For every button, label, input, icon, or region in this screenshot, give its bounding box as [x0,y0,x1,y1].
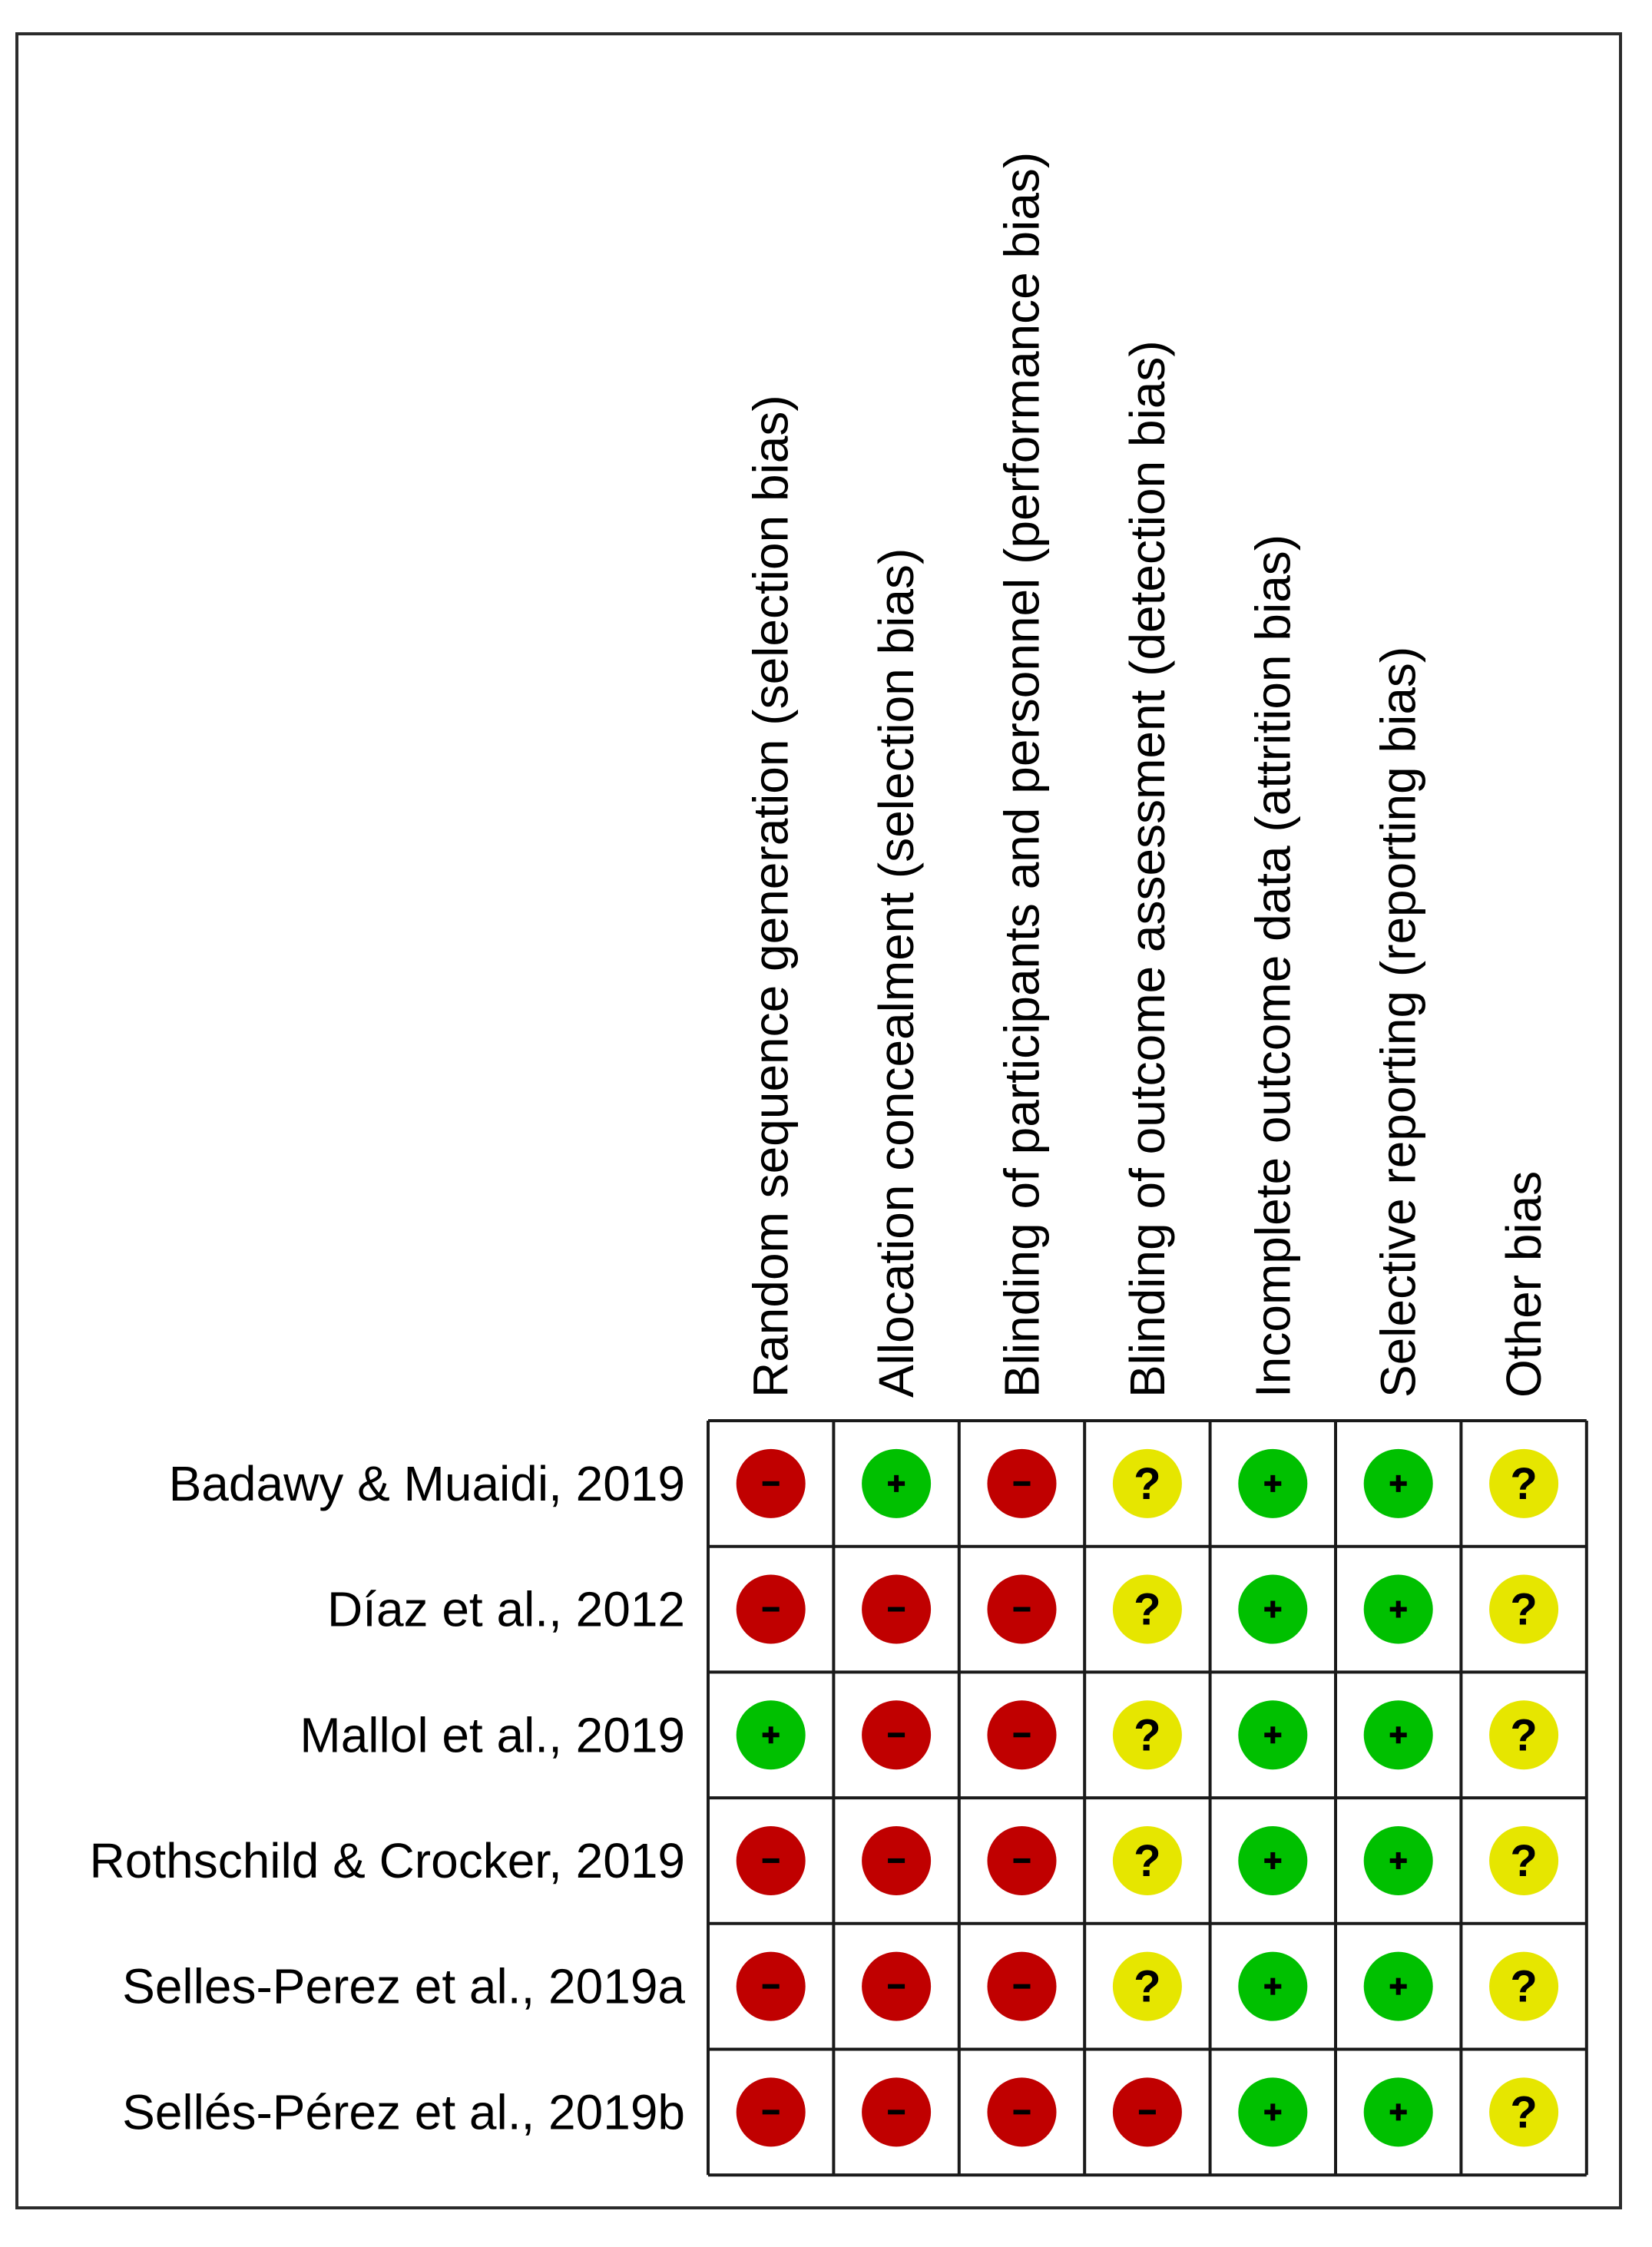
judgement-low [862,1449,931,1518]
judgement-high [988,1700,1057,1769]
judgement-unclear [1489,1826,1558,1895]
minus-symbol [1014,1732,1031,1737]
judgement-high [737,1952,806,2021]
minus-symbol [763,1984,780,1989]
question-symbol: ? [1510,1710,1538,1761]
judgement-unclear [1489,1700,1558,1769]
judgement-high [862,2077,931,2146]
domain-label: Other bias [1496,1170,1552,1398]
judgement-unclear [1113,1826,1182,1895]
judgement-low [737,1700,806,1769]
minus-symbol [763,1481,780,1486]
question-symbol: ? [1134,1584,1161,1635]
plus-symbol-v [769,1726,773,1743]
judgement-high [737,1449,806,1518]
judgement-high [737,1575,806,1644]
judgement-high [862,1700,931,1769]
plus-symbol-v [1270,1726,1275,1743]
judgement-high [737,1826,806,1895]
study-labels [90,1456,686,2140]
question-symbol: ? [1134,1458,1161,1509]
plus-symbol-v [1396,1475,1401,1492]
judgement-unclear [1489,1575,1558,1644]
question-symbol: ? [1134,1710,1161,1761]
judgement-low [1364,1449,1433,1518]
plus-symbol-v [1396,1601,1401,1618]
minus-symbol [1139,2110,1156,2114]
judgement-high [862,1826,931,1895]
domain-labels [743,152,1551,1398]
question-symbol: ? [1134,1961,1161,2012]
question-symbol: ? [1510,1584,1538,1635]
minus-symbol [1014,1984,1031,1989]
plus-symbol-v [1270,1601,1275,1618]
judgement-low [1364,1700,1433,1769]
judgement-high [988,1826,1057,1895]
judgement-low [1364,1826,1433,1895]
plus-symbol-v [1270,1475,1275,1492]
study-label: Selles-Perez et al., 2019a [122,1958,685,2014]
judgement-unclear [1113,1575,1182,1644]
judgement-low [1238,1826,1307,1895]
minus-symbol [888,1732,905,1737]
judgement-low [1364,2077,1433,2146]
judgement-high [988,1952,1057,2021]
judgement-low [1238,2077,1307,2146]
question-symbol: ? [1510,2087,1538,2138]
judgement-grid [708,1421,1587,2175]
study-label: Badawy & Muaidi, 2019 [168,1455,685,1511]
judgement-low [1238,1952,1307,2021]
study-label: Rothschild & Crocker, 2019 [89,1832,685,1888]
study-label: Díaz et al., 2012 [326,1581,685,1637]
domain-label: Selective reporting (reporting bias) [1370,646,1426,1398]
judgement-high [862,1952,931,2021]
judgement-high [988,2077,1057,2146]
question-symbol: ? [1510,1458,1538,1509]
minus-symbol [1014,2110,1031,2114]
judgement-low [1238,1700,1307,1769]
study-label: Mallol et al., 2019 [300,1707,685,1763]
judgement-low [1364,1952,1433,2021]
plus-symbol-v [1270,1978,1275,1995]
plus-symbol-v [1396,1978,1401,1995]
study-label: Sellés-Pérez et al., 2019b [122,2084,685,2140]
question-symbol: ? [1510,1835,1538,1886]
minus-symbol [1014,1607,1031,1612]
minus-symbol [763,1607,780,1612]
minus-symbol [888,1607,905,1612]
judgement-unclear [1489,1952,1558,2021]
plus-symbol-v [1396,2103,1401,2120]
judgement-high [988,1449,1057,1518]
domain-label: Blinding of outcome assessment (detection bias) [1119,340,1175,1398]
judgement-high [1113,2077,1182,2146]
minus-symbol [888,2110,905,2114]
minus-symbol [763,1858,780,1863]
plus-symbol-v [1396,1852,1401,1869]
minus-symbol [888,1984,905,1989]
judgement-high [988,1575,1057,1644]
judgement-unclear [1113,1952,1182,2021]
domain-label: Allocation concealment (selection bias) [869,548,925,1398]
plus-symbol-v [1270,2103,1275,2120]
judgement-unclear [1489,2077,1558,2146]
plus-symbol-v [1270,1852,1275,1869]
plus-symbol-v [1396,1726,1401,1743]
minus-symbol [1014,1858,1031,1863]
plus-symbol-v [894,1475,899,1492]
domain-label: Blinding of participants and personnel (performance bias) [994,151,1050,1398]
judgement-unclear [1489,1449,1558,1518]
judgement-unclear [1113,1700,1182,1769]
judgement-low [1364,1575,1433,1644]
judgement-high [862,1575,931,1644]
question-symbol: ? [1510,1961,1538,2012]
question-symbol: ? [1134,1835,1161,1886]
judgement-low [1238,1449,1307,1518]
minus-symbol [763,2110,780,2114]
judgement-low [1238,1575,1307,1644]
domain-label: Random sequence generation (selection bias) [743,395,799,1398]
minus-symbol [888,1858,905,1863]
judgement-unclear [1113,1449,1182,1518]
judgement-high [737,2077,806,2146]
domain-label: Incomplete outcome data (attrition bias) [1245,534,1301,1398]
minus-symbol [1014,1481,1031,1486]
